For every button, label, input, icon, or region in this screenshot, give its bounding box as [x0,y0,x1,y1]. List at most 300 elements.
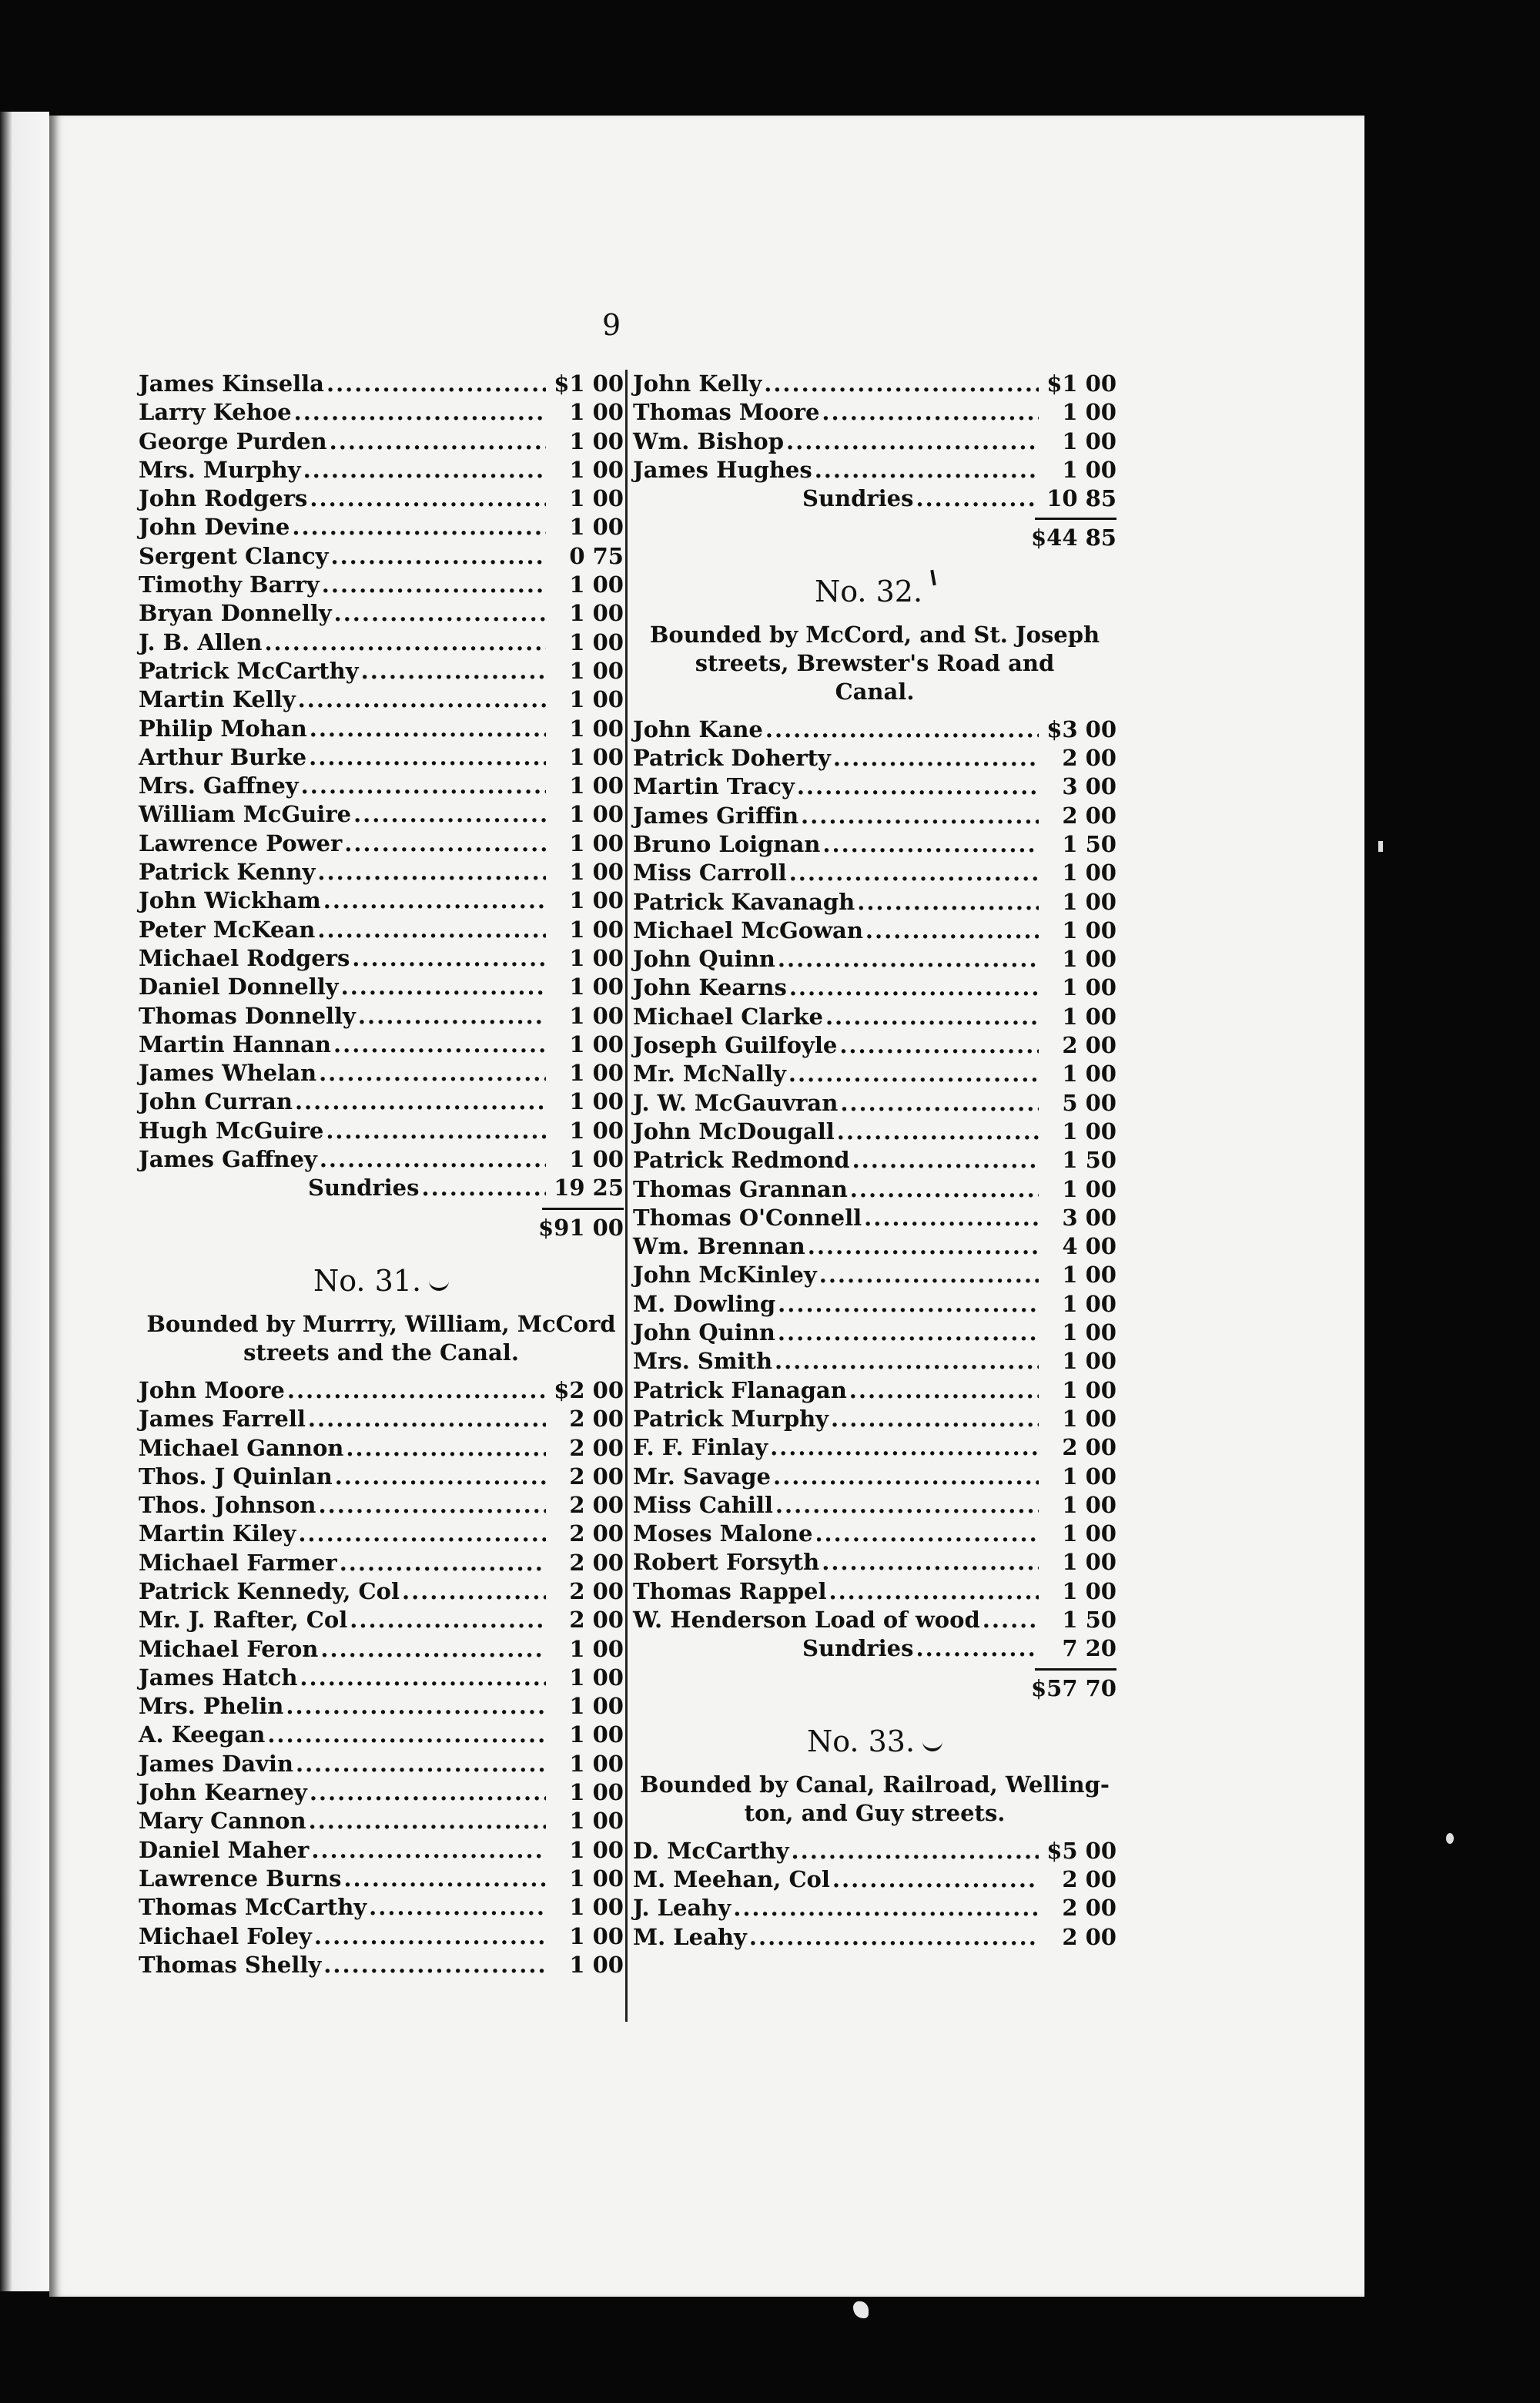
entry-name: Arthur Burke [139,743,307,770]
dot-leader [300,1664,546,1692]
dot-leader [733,1894,1039,1922]
dot-leader [303,456,546,484]
ledger-entry [633,917,1116,945]
dot-leader [326,370,546,398]
entry-amount: 2 00 [569,1463,624,1490]
entry-amount: 1 00 [569,600,624,627]
column-divider [625,370,628,2022]
dot-leader [352,944,546,973]
ledger-entry [633,945,1116,974]
entry-amount: 1 00 [569,1779,624,1806]
entry-name: George Purden [139,427,327,454]
sundries-amount: 10 85 [1046,485,1116,512]
entry-name: John Quinn [633,1319,775,1346]
entry-name: F. F. Finlay [633,1434,768,1461]
ledger-entry [633,1520,1116,1548]
entry-name: Patrick McCarthy [139,657,359,684]
entry-name: Timothy Barry [139,571,320,598]
entry-amount: 1 00 [1062,888,1116,915]
entry-name: James Farrell [139,1406,306,1433]
entry-name: Daniel Donnelly [139,974,339,1000]
ledger-entry [633,370,1116,398]
ledger-entry [633,859,1116,887]
dot-leader [865,917,1039,945]
sundries-label: Sundries [308,1175,420,1202]
dot-leader [983,1606,1039,1634]
entry-name: Patrick Kavanagh [633,888,855,915]
ledger-entry [139,973,624,1001]
entry-name: Patrick Kenny [139,859,316,886]
pencil-mark-icon [930,570,936,585]
ledger-entry [139,484,624,513]
dot-leader [819,1261,1039,1289]
entry-name: M. Leahy [633,1923,747,1950]
entry-name: John Wickham [139,887,321,914]
entry-amount: 2 00 [569,1434,624,1461]
total-rule [139,1203,624,1214]
entry-amount: 1 00 [569,1808,624,1835]
dot-leader [789,974,1039,1002]
ledger-entry [139,1635,624,1664]
entry-amount: 3 00 [1062,1204,1116,1231]
entry-name: Patrick Redmond [633,1147,850,1174]
ledger-entry [139,398,624,427]
ledger-entry [139,685,624,714]
ledger-entry [139,800,624,829]
entry-amount: 1 00 [569,1060,624,1087]
ledger-entry [139,1664,624,1692]
entry-amount: 2 00 [1062,802,1116,829]
entry-name: M. Dowling [633,1290,776,1317]
ledger-entry [139,1405,624,1433]
ledger-entry [633,1204,1116,1232]
entry-name: Bryan Donnelly [139,600,332,627]
entry-amount: 2 00 [1062,1032,1116,1059]
entry-amount: 1 00 [1062,1549,1116,1576]
entry-name: Bruno Loignan [633,830,821,857]
dot-leader [308,1405,546,1433]
ledger-entry [139,1836,624,1865]
ledger-entry [633,888,1116,917]
ledger-entry [139,1549,624,1577]
entry-name: Mr. J. Rafter, Col [139,1607,348,1634]
dot-leader [839,1031,1039,1060]
ledger-entry [633,1491,1116,1520]
entry-name: James Hughes [633,456,812,483]
ledger-entry [633,1606,1116,1634]
ledger-entry [139,1434,624,1463]
entry-amount: 1 00 [1062,1376,1116,1403]
ledger-entry [633,1405,1116,1433]
entry-name: Moses Malone [633,1520,813,1547]
ledger-entry [633,716,1116,744]
total-amount: $57 70 [1031,1674,1116,1701]
dot-leader [801,802,1039,830]
entry-amount: 1 00 [569,1894,624,1921]
entry-amount: 1 00 [569,485,624,512]
dot-leader [323,1951,546,1979]
entry-amount: 1 00 [569,743,624,770]
entry-amount: 1 00 [569,456,624,483]
ledger-entry [139,1002,624,1031]
ledger-entry [633,744,1116,773]
page-number: 9 [602,308,621,342]
entry-name: Michael McGowan [633,917,863,943]
facing-page-edge [0,112,49,2291]
sundries-label: Sundries [802,485,914,512]
entry-name: Thomas Rappel [633,1577,827,1604]
dot-leader [402,1577,546,1606]
ledger-entry [633,1463,1116,1491]
entry-amount: 1 00 [569,1951,624,1978]
entry-name: Miss Cahill [633,1491,773,1518]
entry-name: Mrs. Murphy [139,456,301,483]
ledger-entry [139,715,624,743]
total-rule [633,1664,1116,1674]
dot-leader [334,599,546,628]
ledger-entry [139,370,624,398]
dot-leader [789,859,1039,887]
dot-leader [350,1606,546,1634]
dot-leader [916,1634,1039,1663]
ledger-entry [139,1922,624,1951]
entry-name: Patrick Kennedy, Col [139,1577,400,1604]
ledger-entry [633,1089,1116,1118]
sundries-amount: 19 25 [554,1175,624,1202]
ledger-entry [139,1577,624,1606]
entry-amount: 1 00 [1062,1290,1116,1317]
dot-leader [341,973,546,1001]
dot-leader [317,858,546,886]
entry-name: J. W. McGauvran [633,1089,839,1116]
ledger-entry [633,802,1116,830]
ledger-entry [139,829,624,858]
entry-amount: 2 00 [569,1607,624,1634]
dot-leader [764,370,1039,398]
dot-leader [765,716,1039,744]
ledger-entry [139,1520,624,1548]
entry-name: John Curran [139,1088,293,1115]
entry-amount: 1 50 [1062,1606,1116,1633]
entry-name: Michael Rodgers [139,944,350,971]
entry-amount: 1 00 [1062,1319,1116,1346]
ledger-entry [139,628,624,657]
ledger-entry [633,1060,1116,1088]
entry-name: Larry Kehoe [139,399,292,426]
dot-leader [353,800,546,829]
entry-name: Michael Feron [139,1635,319,1662]
sundries-row [633,484,1116,513]
scan-speck [1378,841,1383,852]
dot-leader [916,484,1039,513]
entry-name: Michael Farmer [139,1549,337,1576]
dot-leader [792,1837,1039,1865]
entry-amount: 1 50 [1062,830,1116,857]
entry-amount: 1 00 [569,801,624,828]
dot-leader [369,1893,546,1922]
entry-name: James Davin [139,1750,293,1777]
entry-amount: 1 00 [569,887,624,914]
ledger-entry [139,1606,624,1634]
ledger-entry [139,1031,624,1059]
entry-amount: 2 00 [1062,1923,1116,1950]
entry-amount: 1 00 [569,1117,624,1144]
dot-leader [323,886,546,915]
dot-leader [310,1778,546,1807]
ledger-entry [633,398,1116,427]
dot-leader [358,1002,546,1031]
entry-amount: 1 00 [1062,974,1116,1001]
entry-name: Thomas Grannan [633,1175,848,1202]
entry-amount: 2 00 [569,1492,624,1519]
entry-amount: 1 00 [569,399,624,426]
entry-name: Thomas Donnelly [139,1002,356,1029]
ledger-entry [633,1003,1116,1031]
entry-amount: 1 00 [569,514,624,541]
dot-leader [322,571,546,599]
scan-speck [1446,1833,1454,1844]
entry-amount: $3 00 [1046,716,1116,742]
dot-leader [310,484,546,513]
entry-name: Peter McKean [139,916,316,943]
ledger-entry [139,542,624,571]
entry-name: D. McCarthy [633,1837,789,1864]
dot-leader [850,1175,1039,1204]
entry-amount: 1 00 [569,1031,624,1057]
dot-leader [775,1491,1039,1520]
entry-name: J. B. Allen [139,628,263,655]
ledger-entry [633,830,1116,859]
ledger-entry [633,1837,1116,1865]
entry-name: Michael Clarke [633,1003,823,1030]
dot-leader [864,1204,1039,1232]
ledger-entry [139,858,624,886]
entry-name: James Kinsella [139,370,324,397]
total-amount: $91 00 [538,1214,624,1241]
entry-name: Thomas McCarthy [139,1894,367,1921]
entry-amount: $5 00 [1046,1837,1116,1864]
entry-amount: 2 00 [569,1577,624,1604]
dot-leader [825,1003,1039,1031]
entry-amount: 4 00 [1062,1233,1116,1260]
right-column [633,370,1116,1952]
total-amount: $44 85 [1031,525,1116,551]
dot-leader [849,1376,1039,1405]
dot-leader [788,1060,1039,1088]
entry-name: Patrick Flanagan [633,1376,847,1403]
left-column [139,370,624,1979]
dot-leader [831,1405,1039,1433]
dot-leader [822,830,1039,859]
entry-name: M. Meehan, Col [633,1866,830,1893]
section-description: Bounded by Murrry, William, McCord streets and the Canal. [146,1310,616,1366]
dot-leader [773,1463,1039,1491]
dot-leader [778,1319,1039,1347]
entry-name: John Rodgers [139,485,308,512]
entry-amount: 1 00 [1062,1491,1116,1518]
check-mark-icon [922,1736,942,1751]
ledger-entry [633,1031,1116,1060]
dot-leader [287,1376,546,1405]
entry-name: James Griffin [633,802,799,829]
entry-amount: 1 00 [569,571,624,598]
section-heading-31 [139,1259,624,1302]
dot-leader [833,744,1039,773]
entry-name: A. Keegan [139,1721,266,1748]
entry-amount: 2 00 [1062,745,1116,772]
entry-amount: 1 00 [1062,946,1116,973]
entry-amount: 1 00 [1062,456,1116,483]
entry-name: Martin Kelly [139,686,296,713]
entry-amount: 1 00 [569,916,624,943]
entry-amount: 1 00 [1062,1003,1116,1030]
ledger-entry [139,657,624,685]
entry-amount: 2 00 [569,1520,624,1547]
section-31-entries-list [139,1376,624,1979]
ledger-entry [139,1721,624,1749]
entry-name: John Quinn [633,946,775,973]
ledger-entry [139,886,624,915]
entry-amount: 1 00 [569,773,624,799]
section-number: No. 31. [313,1263,422,1298]
dot-leader [815,456,1039,484]
section-number: No. 33. [806,1724,916,1758]
entry-amount: 1 00 [569,657,624,684]
ledger-entry [139,599,624,628]
entry-name: Sergent Clancy [139,542,329,569]
dot-leader [330,427,546,456]
entry-amount: 0 75 [569,542,624,569]
entry-amount: 2 00 [569,1549,624,1576]
ledger-entry [139,1376,624,1405]
entry-name: Wm. Bishop [633,427,785,454]
dot-leader [786,427,1039,456]
dot-leader [815,1520,1039,1548]
entry-name: Martin Tracy [633,773,795,800]
dot-leader [822,1548,1039,1577]
section-number: No. 32. [814,574,923,608]
dot-leader [829,1577,1039,1606]
section-heading-32 [633,570,1116,613]
entry-amount: 2 00 [1062,1895,1116,1922]
entry-name: John Kearns [633,974,787,1001]
entry-name: Mary Cannon [139,1808,306,1835]
dot-leader [296,1750,546,1778]
dot-leader [340,1549,546,1577]
section-description: Bounded by Canal, Railroad, Welling- ton, and Guy streets. [640,1771,1110,1826]
section-33-entries-list [633,1837,1116,1952]
ledger-entry [633,1232,1116,1261]
ledger-entry [633,427,1116,456]
dot-leader [852,1146,1039,1175]
entry-name: Lawrence Burns [139,1865,342,1892]
entry-name: John Kelly [633,370,762,397]
ledger-entry [633,1433,1116,1462]
entry-name: Michael Foley [139,1922,312,1949]
entry-name: Thomas Moore [633,399,820,426]
total-rule [633,513,1116,524]
ledger-entry [139,1807,624,1835]
entry-amount: 1 00 [1062,1577,1116,1604]
check-mark-icon [429,1275,449,1291]
ledger-entry [139,1750,624,1778]
dot-leader [837,1118,1039,1146]
entry-amount: 3 00 [1062,773,1116,800]
dot-leader [264,628,546,657]
entry-name: Thos. Johnson [139,1492,316,1519]
dot-leader [309,743,546,772]
entry-amount: 1 00 [569,829,624,856]
dot-leader [330,542,546,571]
entry-amount: 1 00 [1062,427,1116,454]
dot-leader [317,916,546,944]
entry-amount: 1 00 [1062,1262,1116,1289]
ledger-entry [633,1865,1116,1894]
entry-amount: 1 00 [1062,860,1116,886]
entry-name: Mrs. Phelin [139,1693,284,1720]
dot-leader [343,1865,546,1893]
dot-leader [749,1923,1039,1952]
ledger-entry [139,1463,624,1491]
entry-amount: 1 00 [569,1750,624,1777]
ledger-entry [633,1376,1116,1405]
entry-name: Michael Gannon [139,1434,344,1461]
entry-amount: 1 00 [569,1146,624,1173]
dot-leader [832,1865,1039,1894]
dot-leader [292,513,546,541]
ledger-entry [139,1088,624,1116]
entry-name: William McGuire [139,801,352,828]
ledger-entry [139,772,624,800]
entry-amount: $2 00 [554,1376,624,1403]
dot-leader [421,1174,546,1202]
dot-leader [333,1031,546,1059]
ledger-entry [139,916,624,944]
ledger-entry [633,773,1116,801]
entry-name: James Hatch [139,1664,298,1691]
entry-amount: 1 00 [569,1002,624,1029]
dot-leader [320,1145,546,1174]
entry-amount: 1 00 [569,427,624,454]
entry-name: Martin Kiley [139,1520,296,1547]
dot-leader [361,657,546,685]
ledger-entry [633,1290,1116,1319]
ledger-entry [139,513,624,541]
ledger-entry [139,1145,624,1174]
section-heading-33 [633,1720,1116,1763]
entry-amount: 1 00 [569,859,624,886]
entry-name: Joseph Guilfoyle [633,1032,838,1059]
ledger-entry [139,1951,624,1979]
entry-name: John McDougall [633,1118,835,1145]
dot-leader [797,773,1039,801]
ledger-entry [633,1146,1116,1175]
dot-leader [346,1434,546,1463]
dot-leader [295,1088,546,1116]
sundries-amount: 7 20 [1062,1635,1116,1662]
ledger-entry [139,427,624,456]
entry-amount: 1 00 [1062,399,1116,426]
ledger-entry [139,743,624,772]
ledger-entry [139,1692,624,1721]
entry-name: Mrs. Smith [633,1348,773,1375]
ledger-entry [633,456,1116,484]
entry-amount: 1 00 [1062,1520,1116,1547]
entry-amount: $1 00 [554,370,624,397]
right-entries-list [633,370,1116,484]
entry-name: Miss Carroll [633,860,787,886]
entry-name: W. Henderson Load of wood [633,1606,980,1633]
